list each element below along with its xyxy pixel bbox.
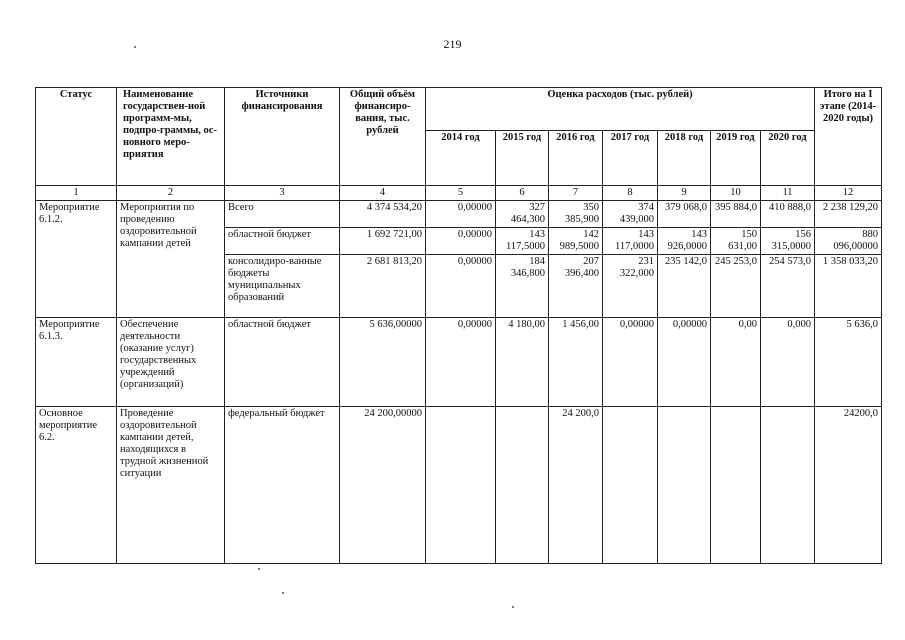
value-cell: 395 884,0 [711, 201, 761, 228]
value-cell: 0,00000 [426, 255, 496, 318]
total-cell: 4 374 534,20 [340, 201, 426, 228]
header-row-1 [36, 88, 882, 131]
value-cell: 207 396,400 [549, 255, 603, 318]
column-number: 10 [711, 186, 761, 201]
value-cell: 0,00000 [426, 228, 496, 255]
value-cell [603, 407, 658, 564]
total-cell: 24 200,00000 [340, 407, 426, 564]
value-cell: 24 200,0 [549, 407, 603, 564]
status-cell: Мероприятие 6.1.2. [36, 201, 117, 318]
value-cell: 143 926,0000 [658, 228, 711, 255]
column-number: 4 [340, 186, 426, 201]
budget-table [35, 87, 882, 564]
value-cell: 0,00000 [603, 318, 658, 407]
header-year: 2018 год [658, 131, 711, 186]
source-cell: федеральный бюджет [225, 407, 340, 564]
value-cell: 0,000 [761, 318, 815, 407]
header-year: 2017 год [603, 131, 658, 186]
value-cell: 184 346,800 [496, 255, 549, 318]
table-row [36, 407, 882, 564]
value-cell: 0,00 [711, 318, 761, 407]
value-cell [496, 407, 549, 564]
value-cell: 379 068,0 [658, 201, 711, 228]
value-cell [426, 407, 496, 564]
scan-speck [282, 592, 284, 594]
status-cell: Основное мероприятие 6.2. [36, 407, 117, 564]
scan-speck [512, 606, 514, 608]
value-cell: 0,00000 [658, 318, 711, 407]
total-cell: 1 692 721,00 [340, 228, 426, 255]
header-source: Источники финансирования [225, 88, 340, 186]
itogo-cell: 5 636,0 [815, 318, 882, 407]
value-cell: 254 573,0 [761, 255, 815, 318]
value-cell: 143 117,0000 [603, 228, 658, 255]
column-number: 3 [225, 186, 340, 201]
value-cell: 231 322,000 [603, 255, 658, 318]
table-row [36, 318, 882, 407]
name-cell: Проведение оздоровительной кампании детей, находящихся в трудной жизненной ситуации [117, 407, 225, 564]
source-cell: Всего [225, 201, 340, 228]
value-cell: 150 631,00 [711, 228, 761, 255]
column-number: 1 [36, 186, 117, 201]
value-cell: 410 888,0 [761, 201, 815, 228]
name-cell: Обеспечение деятельности (оказание услуг) государственных учреждений (организаций) [117, 318, 225, 407]
value-cell [658, 407, 711, 564]
value-cell: 1 456,00 [549, 318, 603, 407]
page-number: 219 [443, 37, 462, 51]
header-total: Общий объём финансиро-вания, тыс. рублей [340, 88, 426, 186]
itogo-cell: 1 358 033,20 [815, 255, 882, 318]
value-cell: 0,00000 [426, 318, 496, 407]
column-number-row [36, 186, 882, 201]
header-year: 2019 год [711, 131, 761, 186]
value-cell: 156 315,0000 [761, 228, 815, 255]
scan-speck [258, 568, 260, 570]
source-cell: консолидиро-ванные бюджеты муниципальных образований [225, 255, 340, 318]
column-number: 12 [815, 186, 882, 201]
value-cell: 327 464,300 [496, 201, 549, 228]
value-cell: 4 180,00 [496, 318, 549, 407]
itogo-cell: 2 238 129,20 [815, 201, 882, 228]
value-cell: 0,00000 [426, 201, 496, 228]
header-estimate: Оценка расходов (тыс. рублей) [426, 88, 815, 131]
value-cell: 245 253,0 [711, 255, 761, 318]
column-number: 6 [496, 186, 549, 201]
status-cell: Мероприятие 6.1.3. [36, 318, 117, 407]
column-number: 8 [603, 186, 658, 201]
itogo-cell: 24200,0 [815, 407, 882, 564]
source-cell: областной бюджет [225, 228, 340, 255]
column-number: 11 [761, 186, 815, 201]
value-cell: 143 117,5000 [496, 228, 549, 255]
header-year: 2015 год [496, 131, 549, 186]
source-cell: областной бюджет [225, 318, 340, 407]
scan-speck [134, 46, 136, 48]
value-cell: 235 142,0 [658, 255, 711, 318]
header-year: 2016 год [549, 131, 603, 186]
column-number: 5 [426, 186, 496, 201]
total-cell: 2 681 813,20 [340, 255, 426, 318]
value-cell: 374 439,000 [603, 201, 658, 228]
header-name: Наименование государствен-ной программ-мы, подпро-граммы, ос-новного меро-приятия [117, 88, 225, 186]
value-cell [761, 407, 815, 564]
value-cell: 350 385,900 [549, 201, 603, 228]
column-number: 2 [117, 186, 225, 201]
total-cell: 5 636,00000 [340, 318, 426, 407]
header-year: 2014 год [426, 131, 496, 186]
name-cell: Мероприятия по проведению оздоровительной кампании детей [117, 201, 225, 318]
itogo-cell: 880 096,00000 [815, 228, 882, 255]
value-cell: 142 989,5000 [549, 228, 603, 255]
column-number: 9 [658, 186, 711, 201]
header-year: 2020 год [761, 131, 815, 186]
header-status: Статус [36, 88, 117, 186]
table-row [36, 201, 882, 228]
column-number: 7 [549, 186, 603, 201]
value-cell [711, 407, 761, 564]
header-itogo: Итого на I этапе (2014-2020 годы) [815, 88, 882, 186]
